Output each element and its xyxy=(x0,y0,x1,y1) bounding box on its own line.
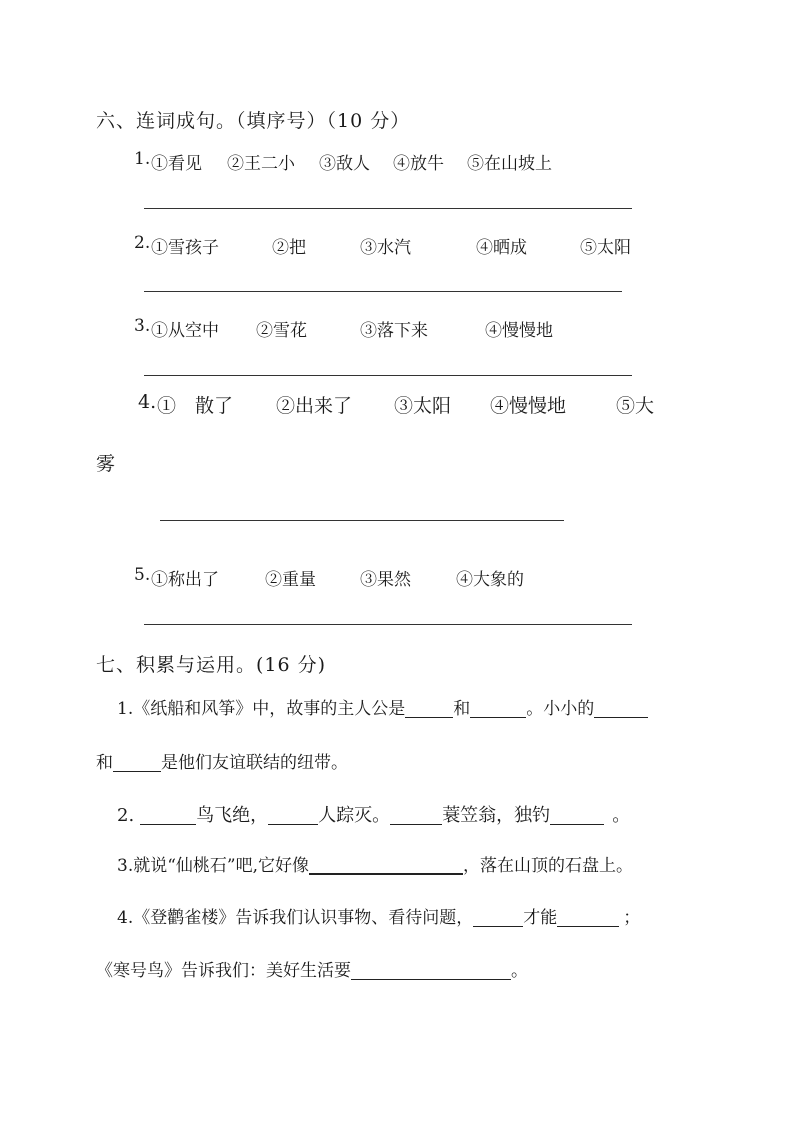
s6-q4-option-4: ④慢慢地 xyxy=(490,395,567,417)
s7-q1-text-3: 。小小的 xyxy=(526,699,595,719)
s7-q1-text-2: 和 xyxy=(453,699,471,719)
s6-q4-option-5: ⑤大 xyxy=(616,395,655,417)
s6-q2-answer-line[interactable] xyxy=(144,291,622,292)
s7-q4-text-2: 才能 xyxy=(523,908,558,928)
s7-q1-blank-4[interactable] xyxy=(113,753,161,772)
s7-q1-line2 xyxy=(96,748,348,773)
s7-q3-text-1: 3.就说“仙桃石”吧,它好像 xyxy=(117,856,310,876)
s7-q2-number: 2. xyxy=(117,805,135,826)
s6-q5-option-4: ④大象的 xyxy=(456,570,524,590)
s6-q5-answer-line[interactable] xyxy=(144,624,632,625)
s6-q1-option-5: ⑤在山坡上 xyxy=(467,154,552,174)
s6-q3-answer-line[interactable] xyxy=(144,375,632,376)
s7-q2-line xyxy=(117,801,630,827)
s7-q1-text-4: 和 xyxy=(96,753,113,773)
s7-q3-blank-1[interactable] xyxy=(309,855,463,875)
s6-q4-wrap-text: 雾 xyxy=(96,453,116,475)
s7-q2-blank-2[interactable] xyxy=(268,806,318,825)
s6-q2-option-5: ⑤太阳 xyxy=(580,238,631,258)
s7-q1-text-5: 是他们友谊联结的纽带。 xyxy=(161,753,348,773)
s7-q2-blank-1[interactable] xyxy=(140,806,196,825)
s6-q4-number: 4. xyxy=(138,391,157,413)
s6-q3-option-1: ①从空中 xyxy=(151,321,219,341)
s7-q4-blank-1[interactable] xyxy=(473,908,523,927)
s6-q2-option-2: ②把 xyxy=(272,238,306,258)
s6-q1-number: 1. xyxy=(134,149,151,169)
s6-q2-option-1: ①雪孩子 xyxy=(151,238,219,258)
s6-q5-option-1: ①称出了 xyxy=(151,570,219,590)
s6-q2-number: 2. xyxy=(134,233,151,253)
s6-q2-option-4: ④晒成 xyxy=(476,238,527,258)
s7-q2-text-3: 蓑笠翁，独钓 xyxy=(442,805,551,826)
s7-q4-text-5: 。 xyxy=(511,961,528,981)
s7-q4-line2 xyxy=(96,956,528,981)
s6-q1-option-2: ②王二小 xyxy=(227,154,295,174)
section6-title: 六、连词成句。（填序号）（10 分） xyxy=(96,110,411,132)
s6-q3-number: 3. xyxy=(134,316,151,336)
s7-q1-blank-3[interactable] xyxy=(594,699,648,718)
s6-q2-option-3: ③水汽 xyxy=(360,238,411,258)
s6-q1-option-3: ③敌人 xyxy=(319,154,370,174)
s6-q5-number: 5. xyxy=(134,565,151,585)
s6-q3-option-2: ②雪花 xyxy=(256,321,307,341)
s7-q4-text-3: ； xyxy=(623,908,641,928)
s7-q3-text-2: ，落在山顶的石盘上。 xyxy=(463,856,634,876)
s7-q2-text-1: 鸟飞绝， xyxy=(196,805,269,826)
s7-q4-line1 xyxy=(117,903,640,928)
s7-q2-blank-4[interactable] xyxy=(550,806,604,825)
s6-q3-option-3: ③落下来 xyxy=(360,321,428,341)
section7-title: 七、积累与运用。(16 分) xyxy=(96,654,327,676)
s6-q4-option-1: ① 散了 xyxy=(157,395,234,417)
s7-q1-line1 xyxy=(117,694,648,719)
s6-q1-answer-line[interactable] xyxy=(144,208,632,209)
s6-q4-option-3: ③太阳 xyxy=(394,395,452,417)
s6-q5-option-2: ②重量 xyxy=(265,570,316,590)
s6-q1-option-1: ①看见 xyxy=(151,154,202,174)
s7-q1-blank-2[interactable] xyxy=(470,699,526,718)
s7-q2-text-4: 。 xyxy=(612,805,631,826)
s7-q1-blank-1[interactable] xyxy=(405,699,453,718)
s6-q4-option-2: ②出来了 xyxy=(276,395,353,417)
s6-q5-option-3: ③果然 xyxy=(360,570,411,590)
s7-q3-line xyxy=(117,851,633,876)
s6-q1-option-4: ④放牛 xyxy=(393,154,444,174)
s7-q4-text-1: 4.《登鹳雀楼》告诉我们认识事物、看待问题， xyxy=(117,908,474,928)
s6-q4-answer-line[interactable] xyxy=(160,520,564,521)
s7-q4-blank-3[interactable] xyxy=(351,961,511,980)
s7-q2-blank-3[interactable] xyxy=(390,806,442,825)
s7-q1-text-1: 1.《纸船和风筝》中，故事的主人公是 xyxy=(117,699,406,719)
s6-q3-option-4: ④慢慢地 xyxy=(485,321,553,341)
s7-q4-text-4: 《寒号鸟》告诉我们：美好生活要 xyxy=(96,961,351,981)
s7-q4-blank-2[interactable] xyxy=(557,908,619,927)
s7-q2-text-2: 人踪灭。 xyxy=(318,805,391,826)
